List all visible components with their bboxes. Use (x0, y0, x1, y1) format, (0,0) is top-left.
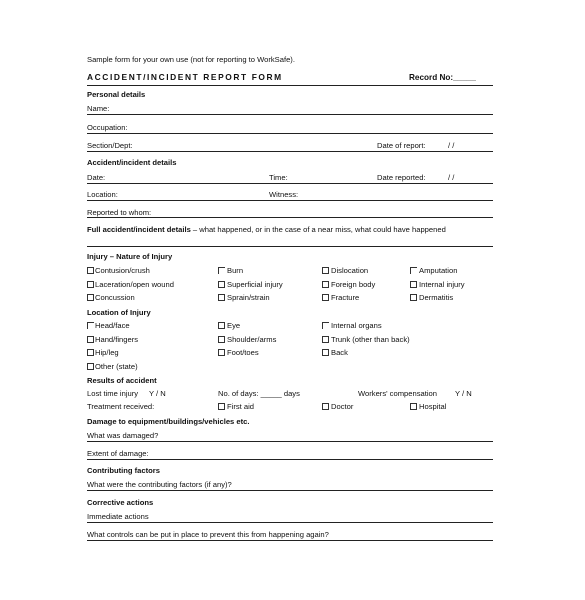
treatment-option: Doctor (331, 402, 354, 411)
checkbox[interactable] (410, 403, 417, 410)
checkbox[interactable] (322, 349, 329, 356)
injury-option: Concussion (95, 293, 135, 302)
date-field-line[interactable] (87, 183, 493, 184)
location-option: Eye (227, 321, 241, 330)
checkbox[interactable] (322, 294, 329, 301)
record-number-field[interactable]: Record No:_____ (409, 73, 476, 82)
immediate-actions-label: Immediate actions (87, 512, 149, 521)
injury-option: Fracture (331, 293, 360, 302)
checkbox[interactable] (218, 336, 225, 343)
injury-option: Contusion/crush (95, 266, 150, 275)
extent-damage-field-line[interactable] (87, 459, 493, 460)
injury-option: Foreign body (331, 280, 376, 289)
checkbox[interactable] (218, 294, 225, 301)
name-label: Name: (87, 104, 110, 113)
injury-option: Dermatitis (419, 293, 454, 302)
immediate-actions-field-line[interactable] (87, 522, 493, 523)
location-option: Back (331, 348, 348, 357)
date-reported-label: Date reported: (377, 173, 426, 182)
section-dept-label: Section/Dept: (87, 141, 133, 150)
what-damaged-field-line[interactable] (87, 441, 493, 442)
form-title: ACCIDENT/INCIDENT REPORT FORM (87, 72, 283, 82)
lost-time-yes-no[interactable]: Y / N (149, 389, 166, 398)
checkbox[interactable] (322, 336, 329, 343)
checkbox[interactable] (87, 281, 94, 288)
checkbox[interactable] (218, 281, 225, 288)
reported-to-field-line[interactable] (87, 217, 493, 218)
contributing-field-line[interactable] (87, 490, 493, 491)
checkbox[interactable] (410, 281, 417, 288)
occupation-field-line[interactable] (87, 133, 493, 134)
checkbox[interactable] (87, 322, 94, 329)
results-heading: Results of accident (87, 376, 157, 385)
time-label: Time: (269, 173, 288, 182)
checkbox[interactable] (87, 336, 94, 343)
location-of-injury-heading: Location of Injury (87, 308, 151, 317)
witness-label: Witness: (269, 190, 299, 199)
location-option: Shoulder/arms (227, 335, 277, 344)
workers-comp-label: Workers' compensation (358, 389, 437, 398)
checkbox[interactable] (87, 267, 94, 274)
checkbox[interactable] (218, 403, 225, 410)
full-details-field-line[interactable] (87, 246, 493, 247)
occupation-label: Occupation: (87, 123, 128, 132)
full-details-heading: Full accident/incident details (87, 225, 191, 234)
what-damaged-label: What was damaged? (87, 431, 159, 440)
full-details-line (87, 225, 446, 234)
treatment-label: Treatment received: (87, 402, 155, 411)
injury-option: Laceration/open wound (95, 280, 174, 289)
injury-option: Burn (227, 266, 244, 275)
extent-damage-label: Extent of damage: (87, 449, 149, 458)
checkbox[interactable] (218, 322, 225, 329)
checkbox[interactable] (87, 349, 94, 356)
workers-comp-yes-no[interactable]: Y / N (455, 389, 472, 398)
date-reported-slashes: / / (448, 173, 455, 182)
damage-heading: Damage to equipment/buildings/vehicles etc. (87, 417, 250, 426)
days-field[interactable]: No. of days: _____ days (218, 389, 300, 398)
date-of-report-label: Date of report: (377, 141, 426, 150)
treatment-option: Hospital (419, 402, 447, 411)
treatment-option: First aid (227, 402, 255, 411)
lost-time-label: Lost time injury (87, 389, 139, 398)
injury-option: Amputation (419, 266, 458, 275)
name-field-line[interactable] (87, 114, 493, 115)
contributing-question: What were the contributing factors (if any)? (87, 480, 232, 489)
corrective-heading: Corrective actions (87, 498, 154, 507)
personal-details-heading: Personal details (87, 90, 146, 99)
incident-details-heading: Accident/incident details (87, 158, 177, 167)
checkbox[interactable] (87, 294, 94, 301)
location-option: Head/face (95, 321, 130, 330)
section-field-line[interactable] (87, 151, 493, 152)
checkbox[interactable] (322, 281, 329, 288)
location-field-line[interactable] (87, 200, 493, 201)
date-of-report-slashes: / / (448, 141, 455, 150)
injury-option: Sprain/strain (227, 293, 270, 302)
location-option: Hip/leg (95, 348, 119, 357)
prevention-question: What controls can be put in place to prevent this from happening again? (87, 530, 329, 539)
checkbox[interactable] (218, 349, 225, 356)
location-option: Other (state) (95, 362, 138, 371)
location-label: Location: (87, 190, 118, 199)
full-details-description: – what happened, or in the case of a near miss, what could have happened (190, 225, 446, 234)
date-label: Date: (87, 173, 106, 182)
checkbox[interactable] (322, 267, 329, 274)
reported-to-label: Reported to whom: (87, 208, 152, 217)
checkbox[interactable] (218, 267, 225, 274)
injury-option: Superficial injury (227, 280, 283, 289)
checkbox[interactable] (322, 322, 329, 329)
injury-option: Internal injury (419, 280, 465, 289)
location-option: Hand/fingers (95, 335, 139, 344)
location-option: Internal organs (331, 321, 382, 330)
checkbox[interactable] (322, 403, 329, 410)
checkbox[interactable] (410, 294, 417, 301)
injury-option: Dislocation (331, 266, 369, 275)
location-option: Trunk (other than back) (331, 335, 410, 344)
checkbox[interactable] (87, 363, 94, 370)
prevention-field-line[interactable] (87, 540, 493, 541)
injury-heading: Injury – Nature of Injury (87, 252, 173, 261)
location-option: Foot/toes (227, 348, 259, 357)
checkbox[interactable] (410, 267, 417, 274)
divider (87, 85, 493, 86)
contributing-heading: Contributing factors (87, 466, 160, 475)
intro-note: Sample form for your own use (not for reporting to WorkSafe). (87, 55, 295, 64)
